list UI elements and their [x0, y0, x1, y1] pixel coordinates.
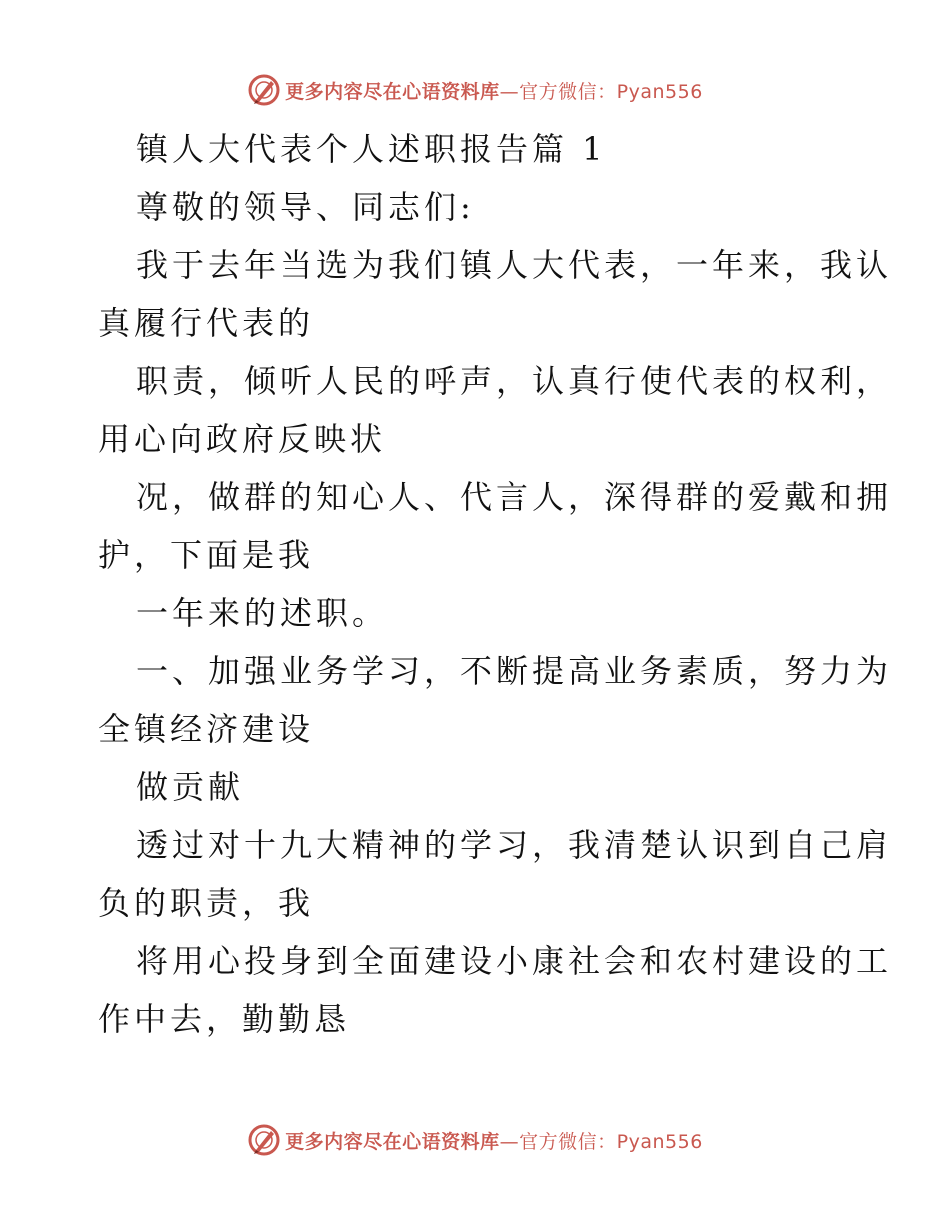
section-heading-cont: 做贡献	[136, 768, 245, 806]
banner-brand: 更多内容尽在心语资料库	[285, 80, 500, 103]
paragraph-line: 负的职责，我	[98, 884, 315, 922]
paragraph-line: 职责，倾听人民的呼声，认真行使代表的权利，	[136, 362, 893, 400]
banner-wechat: 官方微信：Pyan556	[519, 80, 703, 103]
banner-dash: —	[499, 1130, 520, 1153]
banner-dash: —	[499, 80, 520, 103]
document-title: 镇人大代表个人述职报告篇 1	[136, 130, 607, 168]
paragraph-line: 我于去年当选为我们镇人大代表，一年来，我认	[136, 246, 893, 284]
pen-seal-icon	[247, 73, 281, 107]
paragraph-line: 真履行代表的	[98, 304, 315, 342]
header-banner	[0, 70, 950, 110]
section-heading-cont: 全镇经济建设	[98, 710, 315, 748]
salutation: 尊敬的领导、同志们:	[136, 188, 475, 226]
document-body	[98, 120, 893, 1048]
section-heading: 一、加强业务学习，不断提高业务素质，努力为	[136, 652, 893, 690]
footer-banner	[0, 1120, 950, 1160]
paragraph-line: 透过对十九大精神的学习，我清楚认识到自己肩	[136, 826, 893, 864]
paragraph-line: 况，做群的知心人、代言人，深得群的爱戴和拥	[136, 478, 893, 516]
paragraph-line: 将用心投身到全面建设小康社会和农村建设的工	[136, 942, 893, 980]
banner-brand: 更多内容尽在心语资料库	[285, 1130, 500, 1153]
banner-wechat: 官方微信：Pyan556	[519, 1130, 703, 1153]
paragraph-line: 护，下面是我	[98, 536, 315, 574]
banner-text	[285, 1127, 703, 1154]
paragraph-line: 一年来的述职。	[136, 594, 389, 632]
banner-text	[285, 77, 703, 104]
pen-seal-icon	[247, 1123, 281, 1157]
paragraph-line: 作中去，勤勤恳	[98, 1000, 351, 1038]
paragraph-line: 用心向政府反映状	[98, 420, 387, 458]
